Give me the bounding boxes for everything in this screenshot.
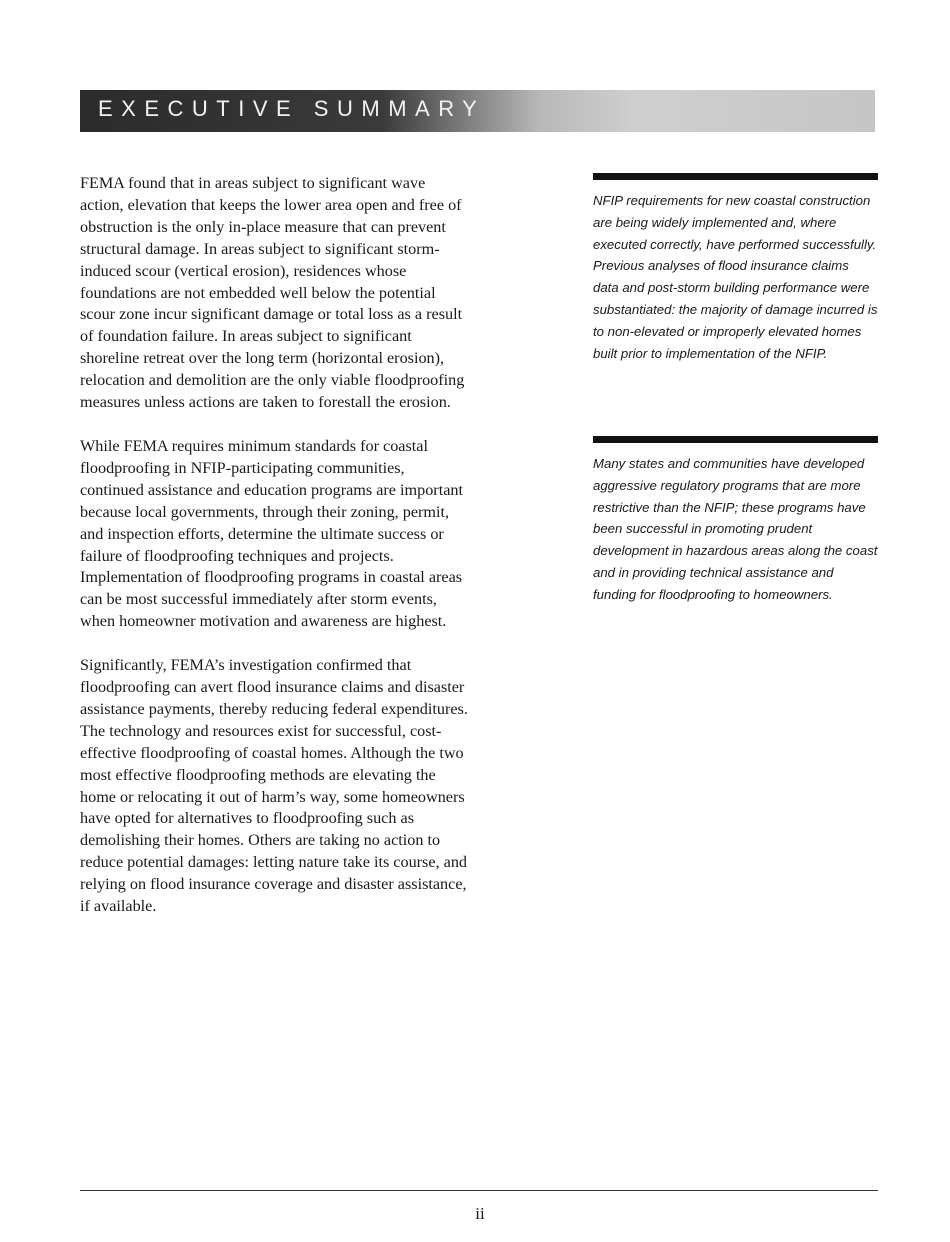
body-paragraph-3: Significantly, FEMA’s investigation confirmed that floodproofing can avert flood insurance claims and disaster assistance payments, thereby reducing federal expenditures. The technology and resources exist for successful, cost-effective floodproofing of coastal homes. Although the two most effective floodproofing methods are elevating the home or relocating it out of harm’s way, some homeowners have opted for alternatives to floodproofing such as demolishing their homes. Others are taking no action to reduce potential damages: letting nature take its course, and relying on flood insurance coverage and disaster assistance, if available. [80, 656, 468, 916]
main-text-column [80, 173, 470, 940]
body-paragraph-1: FEMA found that in areas subject to significant wave action, elevation that keeps the lower area open and free of obstruction is the only in-place measure that can prevent structural damage. In areas subject to significant storm-induced scour (vertical erosion), residences whose foundations are not embedded well below the potential scour zone incur significant damage or total loss as a result of foundation failure. In areas subject to significant shoreline retreat over the long term (horizontal erosion), relocation and demolition are the only viable floodproofing measures unless actions are taken to forestall the erosion. [80, 174, 465, 412]
callout-text-2: Many states and communities have developed aggressive regulatory programs that are more restrictive than the NFIP; these programs have been successful in promoting prudent development in hazardous areas along the coast and in providing technical assistance and funding for floodproofing to homeowners. [593, 456, 878, 602]
callout-rule [593, 436, 878, 443]
section-title: EXECUTIVE SUMMARY [98, 96, 486, 121]
callout-box-1 [593, 173, 878, 364]
callout-rule [593, 173, 878, 180]
footer-divider [80, 1190, 878, 1191]
body-paragraph-2: While FEMA requires minimum standards for coastal floodproofing in NFIP-participating communities, continued assistance and education programs are important because local governments, through their zoning, permit, and inspection efforts, determine the ultimate success or failure of floodproofing techniques and projects. Implementation of floodproofing programs in coastal areas can be most successful immediately after storm events, when homeowner motivation and awareness are highest. [80, 436, 463, 631]
page-number: ii [475, 1204, 485, 1223]
section-banner [80, 90, 875, 132]
callout-box-2 [593, 436, 878, 606]
callout-text-1: NFIP requirements for new coastal construction are being widely implemented and, where executed correctly, have performed successfully. Previous analyses of flood insurance claims data and post-storm building performance were substantiated: the majority of damage incurred is to non-elevated or improperly elevated homes built prior to implementation of the NFIP. [593, 193, 878, 361]
